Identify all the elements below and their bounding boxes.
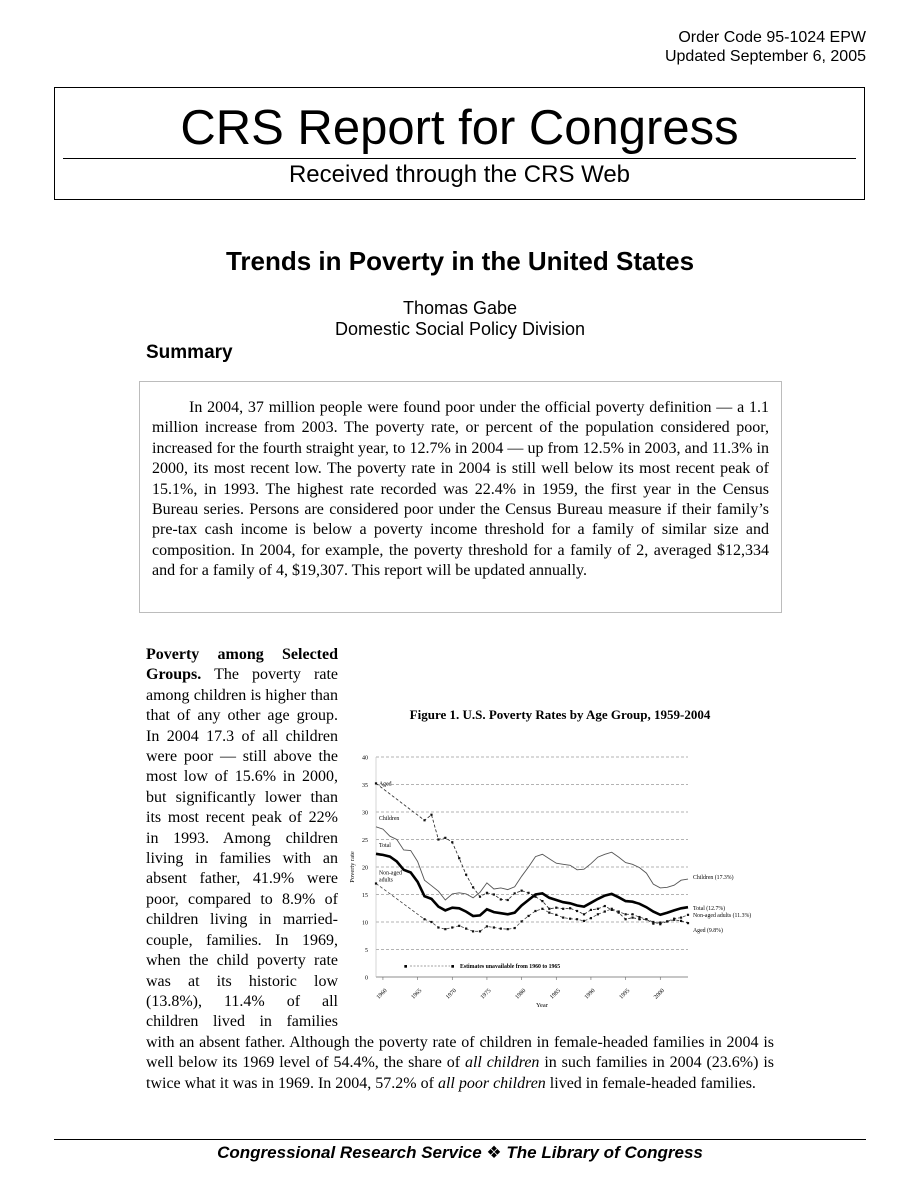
data-point (631, 913, 633, 915)
banner-subtitle: Received through the CRS Web (288, 161, 631, 188)
data-point (576, 918, 578, 920)
report-title: Trends in Poverty in the United States (225, 246, 695, 276)
data-point (666, 920, 668, 922)
data-point (479, 896, 481, 898)
data-point (430, 921, 432, 923)
data-point (541, 900, 543, 902)
data-point (493, 893, 495, 895)
data-point (583, 920, 585, 922)
author-block (0, 298, 920, 340)
data-point (465, 928, 467, 930)
data-point (562, 917, 564, 919)
data-point (652, 923, 654, 925)
x-tick-label: 1975 (479, 987, 493, 1001)
data-point (604, 910, 606, 912)
author-name: Thomas Gabe (402, 298, 518, 318)
data-point (527, 892, 529, 894)
y-tick-label: 10 (362, 920, 368, 927)
data-point (465, 874, 467, 876)
x-tick-label: 1990 (583, 987, 597, 1001)
y-tick-label: 30 (362, 810, 368, 817)
data-point (472, 930, 474, 932)
x-tick-label: 2000 (653, 987, 666, 1001)
data-point (659, 921, 661, 923)
data-point (486, 925, 488, 927)
summary-box (139, 381, 782, 613)
data-point (687, 922, 689, 924)
body-emphasis-1: all children (464, 1054, 540, 1072)
data-point (375, 882, 377, 884)
data-point (534, 896, 536, 898)
data-point (444, 928, 446, 930)
data-point (645, 918, 647, 920)
data-point (687, 914, 689, 916)
body-text-part-3: lived in female-headed families. (545, 1074, 756, 1092)
data-point (437, 926, 439, 928)
y-tick-label: 40 (362, 755, 368, 762)
crs-banner (54, 87, 865, 200)
series-label-right: Non-aged adults (11.3%) (693, 912, 752, 919)
series-label-left-cont: adults (379, 877, 393, 884)
data-point (534, 910, 536, 912)
figure-caption: Figure 1. U.S. Poverty Rates by Age Group, 1959-2004 (409, 707, 711, 722)
data-point (507, 928, 509, 930)
figure-1 (344, 685, 776, 1021)
data-point (597, 908, 599, 910)
data-point (625, 918, 627, 920)
data-point (562, 908, 564, 910)
data-point (521, 920, 523, 922)
data-point (507, 899, 509, 901)
data-point (555, 914, 557, 916)
x-tick-label: 1965 (410, 987, 424, 1001)
updated-date: Updated September 6, 2005 (664, 48, 866, 65)
data-point (451, 841, 453, 843)
data-point (500, 928, 502, 930)
data-point (423, 819, 425, 821)
body-text-part-2: in such families in 2004 (23.6%) is twice what it was in 1969. In 2004, 57.2% of (146, 1054, 774, 1092)
data-point (451, 926, 453, 928)
chart-note: Estimates unavailable from 1960 to 1965 (460, 964, 561, 970)
data-point (569, 907, 571, 909)
x-tick-label: 1980 (514, 987, 528, 1001)
data-point (500, 898, 502, 900)
footer-rule (54, 1139, 866, 1140)
series-line-aged (376, 783, 688, 923)
data-point (430, 814, 432, 816)
order-code-block (665, 28, 866, 66)
data-point (618, 912, 620, 914)
summary-heading: Summary (146, 342, 233, 363)
data-point (597, 913, 599, 915)
data-point (444, 837, 446, 839)
footer-credit: Congressional Research Service ❖ The Library of Congress (217, 1143, 703, 1162)
series-label-left: Children (379, 815, 400, 822)
series-label-right: Aged (9.8%) (693, 928, 723, 935)
x-tick-label: 1995 (618, 987, 632, 1001)
author-division: Domestic Social Policy Division (334, 319, 586, 339)
data-point (423, 918, 425, 920)
poverty-chart (344, 725, 776, 1017)
data-point (590, 909, 592, 911)
data-point (527, 915, 529, 917)
series-label-left: Aged (379, 781, 392, 788)
data-point (576, 910, 578, 912)
data-point (631, 917, 633, 919)
note-marker-left: ■ (404, 964, 408, 970)
y-tick-label: 35 (362, 783, 368, 789)
data-point (569, 918, 571, 920)
x-tick-label: 1970 (445, 987, 458, 1001)
y-tick-label: 20 (362, 865, 368, 872)
body-paragraph (146, 645, 774, 1094)
data-point (479, 930, 481, 932)
body-text-part-1: The poverty rate among children is higher than that of any other age group. In 2004 17.3 of all children were poor — still above the most low of 15.6% in 2000, but significantly lower than its most recent peak of 22% in 1993. Among children living in families with an absent father, 41.9% were poor, compared to 8.9% of children living in married-couple, families. In 1969, when the child poverty rate was at its historic low (13.8%), 11.4% of all children lived in families with an absent father. Although the poverty rate of children in female-headed families in 2004 is well below its 1969 level of 54.4%, the share of (146, 666, 774, 1072)
y-axis-label: Poverty rate (349, 851, 356, 883)
data-point (521, 890, 523, 892)
data-point (486, 892, 488, 894)
data-point (638, 916, 640, 918)
data-point (548, 912, 550, 914)
data-point (514, 892, 516, 894)
series-line-total (376, 854, 688, 916)
y-tick-label: 0 (365, 975, 368, 982)
data-point (437, 838, 439, 840)
y-tick-label: 5 (365, 948, 368, 954)
data-point (638, 918, 640, 920)
section-heading: Poverty among Selected Groups. (146, 646, 338, 684)
summary-text: In 2004, 37 million people were found poor under the official poverty definition — a 1.1 million increase from 2003. The poverty rate, or percent of the population considered poor, increased for the fourth straight year, to 12.7% in 2004 — up from 12.5% in 2003, and 11.3% in 2000, its most recent low. The poverty rate in 2004 is still well below its most recent peak of 15.1%, in 1993. The highest rate recorded was 22.4% in 1959, the first year in the Census Bureau series. Persons are considered poor under the Census Bureau measure if their family’s pre-tax cash income is below a poverty income threshold for a family of similar size and composition. In 2004, for example, the poverty threshold for a family of 2, averaged $12,334 and for a family of 4, $19,307. This report will be updated annually. (152, 399, 769, 580)
data-point (514, 927, 516, 929)
note-marker-right: ■ (451, 964, 455, 970)
x-tick-label: 1960 (375, 987, 389, 1001)
series-label-left: Non-aged (379, 870, 402, 877)
y-tick-label: 15 (362, 893, 368, 899)
data-point (548, 908, 550, 910)
banner-title: CRS Report for Congress (180, 101, 739, 155)
data-point (375, 782, 377, 784)
data-point (555, 907, 557, 909)
series-label-left: Total (379, 842, 391, 849)
series-line-children (376, 827, 688, 900)
data-point (472, 886, 474, 888)
x-axis-label: Year (536, 1002, 548, 1009)
data-point (680, 917, 682, 919)
series-label-right: Total (12.7%) (693, 906, 726, 913)
x-tick-label: 1985 (549, 987, 562, 1001)
data-point (458, 925, 460, 927)
data-point (583, 913, 585, 915)
data-point (604, 905, 606, 907)
banner-rule (63, 158, 856, 159)
data-point (680, 920, 682, 922)
order-code: Order Code 95-1024 EPW (678, 29, 866, 46)
data-point (673, 919, 675, 921)
data-point (541, 908, 543, 910)
y-tick-label: 25 (362, 838, 368, 844)
data-point (590, 917, 592, 919)
data-point (493, 926, 495, 928)
data-point (625, 913, 627, 915)
series-label-right: Children (17.3%) (693, 875, 734, 882)
data-point (458, 857, 460, 859)
data-point (611, 909, 613, 911)
body-emphasis-2: all poor children (437, 1074, 546, 1092)
